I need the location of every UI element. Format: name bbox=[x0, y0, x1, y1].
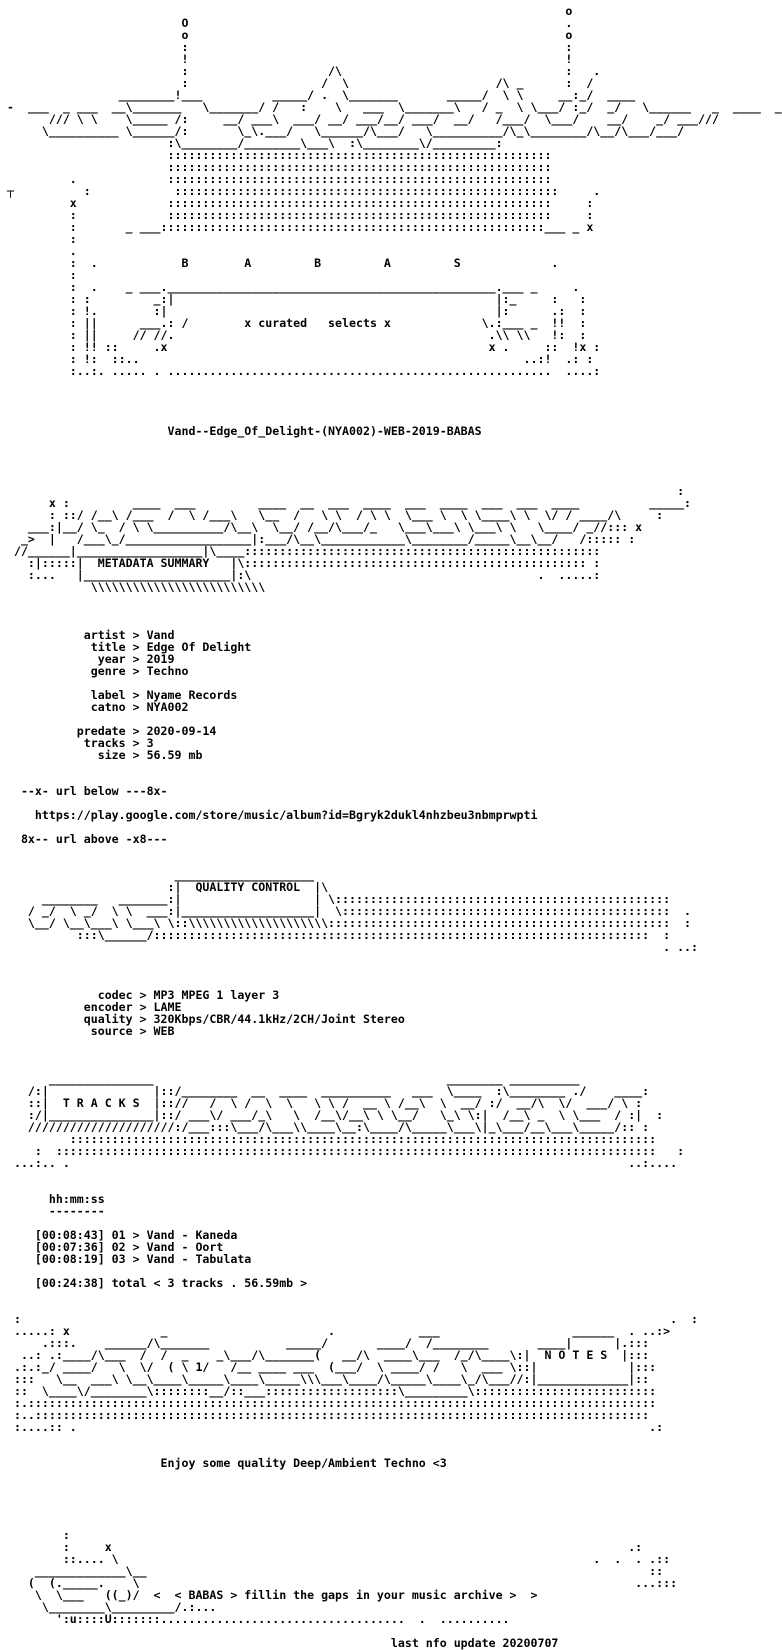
art-line: \________\_________/.:... bbox=[0, 1600, 217, 1614]
art-line: _______________ ________ __________ bbox=[0, 1072, 580, 1086]
meta-title: title > Edge Of Delight bbox=[0, 640, 252, 654]
art-line: : !: ::.. ..:! .: : bbox=[0, 352, 594, 366]
art-line: :.:::::::::::::::::::::::::::::::::::::::::::::::::::::::::::::::::::::::::::::::::::::::::: bbox=[0, 1396, 657, 1410]
art-line: ________ _______:| | \:::::::::::::::::::::::::::::::::::::::::::::::: bbox=[0, 892, 671, 906]
blank-line bbox=[0, 1469, 648, 1481]
last-update-stamp: last nfo update 20200707 bbox=[0, 1636, 559, 1650]
art-line: ________!___ _____/ . \_______ _____/ \ \ __:_/ ____ bbox=[0, 88, 636, 102]
blank-line bbox=[0, 1517, 648, 1529]
quality-control-header: :| QUALITY CONTROL |\ bbox=[0, 880, 329, 894]
notes-text: Enjoy some quality Deep/Ambient Techno <3 bbox=[0, 1456, 447, 1470]
track-row: [00:07:36] 02 > Vand - Oort bbox=[0, 1240, 224, 1254]
blank-line bbox=[0, 1049, 648, 1061]
blank-line bbox=[0, 1433, 648, 1445]
art-line: ...:.. . ..:.... bbox=[0, 1156, 678, 1170]
art-line: . ..: bbox=[0, 940, 699, 954]
blank-line bbox=[0, 761, 648, 773]
art-line: x : ____ ___ ____ __ ___ ____ ___ ____ ___ ___ ____ _____: bbox=[0, 496, 692, 510]
art-line: :... |_____________________|:\ . .....: bbox=[0, 568, 601, 582]
art-line: _> | /___\_/__________________|:___/\__\____________\________/_____\__\__/ /::::: : bbox=[0, 532, 636, 546]
art-line: : !. :| |: .: : bbox=[0, 304, 587, 318]
art-line: ::::::::::::::::::::::::::::::::::::::::::::::::::::::: bbox=[0, 148, 552, 162]
release-name: Vand--Edge_Of_Delight-(NYA002)-WEB-2019-BABAS bbox=[0, 424, 482, 438]
art-line: /:| |::/________ __ ____ __________ ___ \____ :\________ ./ ____: bbox=[0, 1084, 650, 1098]
art-line: :::::::::::::::::::::::::::::::::::::::::::::::::::::::::::::::::::::::::::::::::::: bbox=[0, 1132, 657, 1146]
blank-line bbox=[0, 1037, 648, 1049]
art-line: \__/ \__\___\ \___\ \::\\\\\\\\\\\\\\\\\\\\::::::::::::::::::::::::::::::::::::::::::::::::: : bbox=[0, 916, 692, 930]
art-line: /// \ \ \_____ /: __/ ___\ ___/ __/ ___/__/ ___/ __/ /___/ \___/ __/ _/ ___/// bbox=[0, 112, 719, 126]
art-line: //______|__________________|\____::::::::::::::::::::::::::::::::::::::::::::::::::: bbox=[0, 544, 601, 558]
art-line: : bbox=[0, 484, 685, 498]
art-line: : bbox=[0, 1528, 70, 1542]
art-line: : bbox=[0, 268, 77, 282]
notes-header: ..: .:____/\___ / / _ _\___/\_______( __/\ ____\___ /_/\____\:| N O T E S |::: bbox=[0, 1348, 650, 1362]
group-letters-line: : . B A B A S . bbox=[0, 256, 559, 270]
tracks-header: ::| T R A C K S |::// / \ / \ \ \ \ / __ \ /__\ \ __/ :/ __/\ \/ ___/ \ : bbox=[0, 1096, 643, 1110]
art-line: : ::/ /__\ /___ / \ /___\ \__ / \ \ / \ \ \___ \ \ \____\ \ \/ / ____/\ : bbox=[0, 508, 664, 522]
meta-catno: catno > NYA002 bbox=[0, 700, 189, 714]
art-line: \__________ \______/: \_\.___/ \______/\___/ \__________/\_\________/\__/\___/___/ bbox=[0, 124, 685, 138]
art-line: o bbox=[0, 4, 573, 18]
blank-line bbox=[0, 461, 648, 473]
blank-line bbox=[0, 401, 648, 413]
art-line: . bbox=[0, 244, 77, 258]
art-line: : _ ___:::::::::::::::::::::::::::::::::::::::::::::::::::::::___ _ x bbox=[0, 220, 594, 234]
meta-year: year > 2019 bbox=[0, 652, 175, 666]
meta-artist: artist > Vand bbox=[0, 628, 175, 642]
art-line: : . _ ___._______________________________________________.___ _ . bbox=[0, 280, 580, 294]
art-line: : bbox=[0, 232, 77, 246]
meta-tracks: tracks > 3 bbox=[0, 736, 154, 750]
qc-quality: quality > 320Kbps/CBR/44.1kHz/2CH/Joint Stereo bbox=[0, 1012, 405, 1026]
art-line: : :::::::::::::::::::::::::::::::::::::::::::::::::::::::::::::::::::::::::::::::::::::: : bbox=[0, 1144, 685, 1158]
art-line: : ::::::::::::::::::::::::::::::::::::::::::::::::::::::: : bbox=[0, 208, 594, 222]
blank-line bbox=[0, 377, 648, 389]
blank-line bbox=[0, 593, 648, 605]
art-line: ( (._____. \ ...::: bbox=[0, 1576, 678, 1590]
blank-line bbox=[0, 1493, 648, 1505]
art-line: - ___ _ ___ __\_______ \_______/ / : \ ___ \_______\ / _ \ \___/ :_/ _/ \______ _ ____ _ bbox=[0, 100, 782, 114]
blank-line bbox=[0, 1481, 648, 1493]
art-line: _____________\__ :: bbox=[0, 1564, 664, 1578]
art-line: O . bbox=[0, 16, 573, 30]
art-line: o o bbox=[0, 28, 573, 42]
track-row: [00:08:43] 01 > Vand - Kaneda bbox=[0, 1228, 238, 1242]
qc-codec: codec > MP3 MPEG 1 layer 3 bbox=[0, 988, 280, 1002]
art-line: .:::. ______/\_______ _____/ ____/ /________ ____| |.::: bbox=[0, 1336, 650, 1350]
art-line: :..:. ..... . ....................................................... ....: bbox=[0, 364, 601, 378]
art-line: : : _:| |:_ : : bbox=[0, 292, 587, 306]
blank-line bbox=[0, 437, 648, 449]
blank-line bbox=[0, 845, 648, 857]
meta-predate: predate > 2020-09-14 bbox=[0, 724, 217, 738]
art-line: ! ! bbox=[0, 52, 573, 66]
qc-source: source > WEB bbox=[0, 1024, 175, 1038]
art-line: : x .: bbox=[0, 1540, 643, 1554]
tracklist-column-header: hh:mm:ss bbox=[0, 1192, 105, 1206]
art-line: : || // //. .\\ \\ !: : bbox=[0, 328, 587, 342]
art-line: ___:|__/ \_ / \ \__________/\__\ \__/ /__/\___/_ \___\___\ \___\ \ \____/ _//::: x bbox=[0, 520, 643, 534]
tracklist-header-rule: -------- bbox=[0, 1204, 105, 1218]
art-line: \\\\\\\\\\\\\\\\\\\\\\\\\ bbox=[0, 580, 266, 594]
meta-genre: genre > Techno bbox=[0, 664, 189, 678]
art-line: / _/ \ _/ \ \ ___:|___________________| \::::::::::::::::::::::::::::::::::::::::::::::: . bbox=[0, 904, 692, 918]
meta-label: label > Nyame Records bbox=[0, 688, 238, 702]
blank-line bbox=[0, 1169, 648, 1181]
art-line: : /\ : . bbox=[0, 64, 601, 78]
metadata-summary-header: :|:::::| METADATA SUMMARY |\::::::::::::::::::::::::::::::::::::::::::::::::: : bbox=[0, 556, 601, 570]
art-line: :\________/________\___\ :\________\/_________: bbox=[0, 136, 503, 150]
art-line: ::: \__ ___\ \__\____\_____\____\_____\\\___\____/\_____\____\_/\___//:|_____________|:: bbox=[0, 1372, 650, 1386]
blank-line bbox=[0, 965, 648, 977]
art-line: : . : bbox=[0, 1312, 699, 1326]
art-line: ':u::::U:::::::................................... . .......... bbox=[0, 1612, 510, 1626]
url-above-marker: 8x-- url above -x8--- bbox=[0, 832, 168, 846]
babas-tagline: \ \___ ((_)/ < < BABAS > fillin the gaps in your music archive > > bbox=[0, 1588, 538, 1602]
art-line: :::\______/::::::::::::::::::::::::::::::::::::::::::::::::::::::::::::::::::::::: : bbox=[0, 928, 671, 942]
blank-line bbox=[0, 389, 648, 401]
art-line: :..:::::::::::::::::::::::::::::::::::::::::::::::::::::::::::::::::::::::::::::::::::::::: bbox=[0, 1408, 650, 1422]
qc-encoder: encoder > LAME bbox=[0, 1000, 182, 1014]
blank-line bbox=[0, 1289, 648, 1301]
art-line: /////////////////////:/___:::\___/\___\\____\__:\____/\_____\___\|_\___/__\___\_____/:: : bbox=[0, 1120, 650, 1134]
album-url-link[interactable]: https://play.google.com/store/music/album?id=Bgryk2dukl4nhzbeu3nbmprwpti bbox=[0, 808, 538, 822]
art-line: ::::::::::::::::::::::::::::::::::::::::::::::::::::::: bbox=[0, 160, 552, 174]
art-line: : : bbox=[0, 40, 573, 54]
art-line: : / \ /\ _ : / bbox=[0, 76, 594, 90]
blank-line bbox=[0, 605, 648, 617]
blank-line bbox=[0, 953, 648, 965]
art-line: ::.... \ . . . .:: bbox=[0, 1552, 671, 1566]
track-row: [00:08:19] 03 > Vand - Tabulata bbox=[0, 1252, 252, 1266]
tracklist-total: [00:24:38] total < 3 tracks . 56.59mb > bbox=[0, 1276, 308, 1290]
meta-size: size > 56.59 mb bbox=[0, 748, 203, 762]
curated-selects-line: : || ___.: / x curated selects x \.:___ _ !! : bbox=[0, 316, 587, 330]
art-line: . ::::::::::::::::::::::::::::::::::::::::::::::::::::::: bbox=[0, 172, 552, 186]
url-below-marker: --x- url below ---8x- bbox=[0, 784, 168, 798]
art-line: .....: x _ . ___ ______ . ..:> bbox=[0, 1324, 671, 1338]
art-line: ┬ : ::::::::::::::::::::::::::::::::::::::::::::::::::::::: . bbox=[0, 184, 601, 198]
art-line: .:.:_/ ____/ \ \/ ( \ 1/ /__ ____ ___ (___/ \ ____/ / \ ___ \::| |::: bbox=[0, 1360, 657, 1374]
nfo-document bbox=[0, 4, 782, 1650]
art-line: : !! :: .x x . :: !x : bbox=[0, 340, 601, 354]
art-line: :/|_______________|::/ ___\/ ___/_\ \ /__\/__\ \ \__/ \_\ \:| /__\ _ \ \___ / :| : bbox=[0, 1108, 664, 1122]
art-line: :....:: . .: bbox=[0, 1420, 664, 1434]
blank-line bbox=[0, 449, 648, 461]
art-line: x ::::::::::::::::::::::::::::::::::::::::::::::::::::::: : bbox=[0, 196, 594, 210]
art-line: ____________________ bbox=[0, 868, 315, 882]
art-line: :: \____\/________\::::::::__/::___:::::::::::::::::::\_________\:::::::::::::::::::::::::: bbox=[0, 1384, 657, 1398]
blank-line bbox=[0, 1505, 648, 1517]
